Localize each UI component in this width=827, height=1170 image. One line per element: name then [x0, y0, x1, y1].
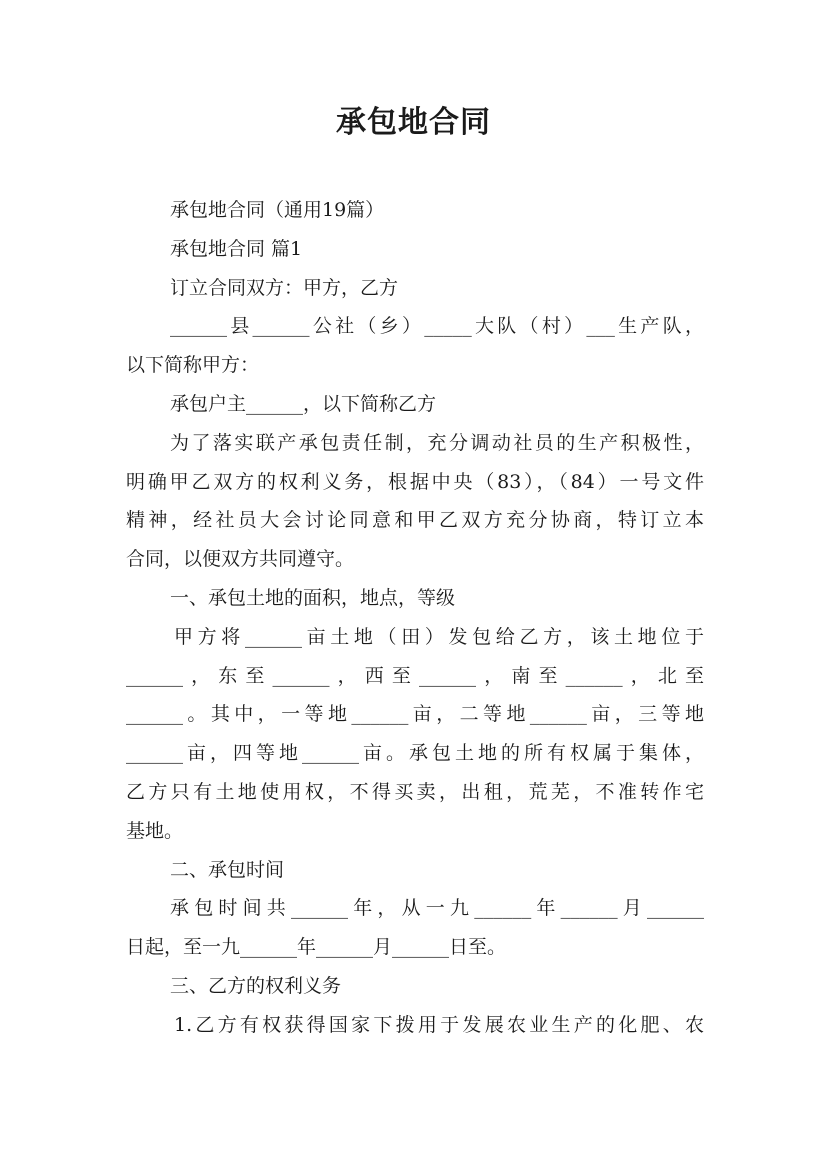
paragraph-line: 订立合同双方：甲方，乙方	[170, 276, 399, 299]
section-heading: 一、承包土地的面积，地点，等级	[170, 586, 456, 609]
chapter-heading: 承包地合同 篇1	[170, 237, 303, 260]
paragraph-line: 承包户主______，以下简称乙方	[170, 392, 437, 415]
paragraph-line: 1.乙方有权获得国家下拨用于发展农业生产的化肥、农	[174, 1013, 704, 1036]
document-title: 承包地合同	[336, 105, 491, 140]
section-heading: 三、乙方的权利义务	[170, 974, 342, 997]
paragraph-line: 承包时间共______年，从一九______年______月______	[170, 897, 704, 920]
paragraph-line: ______。其中，一等地______亩，二等地______亩，三等地	[126, 703, 704, 726]
paragraph-line: 乙方只有土地使用权，不得买卖，出租，荒芜，不准转作宅	[126, 780, 704, 803]
paragraph-line: ______，东至______，西至______，南至______，北至	[126, 664, 704, 687]
subtitle-line: 承包地合同（通用19篇）	[170, 199, 385, 221]
paragraph-line: 精神，经社员大会讨论同意和甲乙双方充分协商，特订立本	[126, 509, 704, 532]
paragraph-line: ______县______公社（乡）_____大队（村）___生产队，	[170, 315, 704, 338]
paragraph-line: 日起，至一九______年______月______日至。	[126, 936, 507, 959]
document-body	[126, 191, 704, 1045]
paragraph-line: 为了落实联产承包责任制，充分调动社员的生产积极性，	[170, 431, 704, 454]
paragraph-line: 基地。	[126, 819, 184, 842]
paragraph-line: 合同，以便双方共同遵守。	[126, 548, 355, 571]
section-heading: 二、承包时间	[170, 858, 285, 881]
paragraph-line: ______亩，四等地______亩。承包土地的所有权属于集体，	[126, 742, 704, 765]
paragraph-line: 以下简称甲方：	[126, 354, 260, 377]
paragraph-line: 明确甲乙双方的权利义务，根据中央（83），（84）一号文件	[126, 470, 704, 493]
paragraph-line: 甲方将______亩土地（田）发包给乙方，该土地位于	[174, 625, 704, 648]
